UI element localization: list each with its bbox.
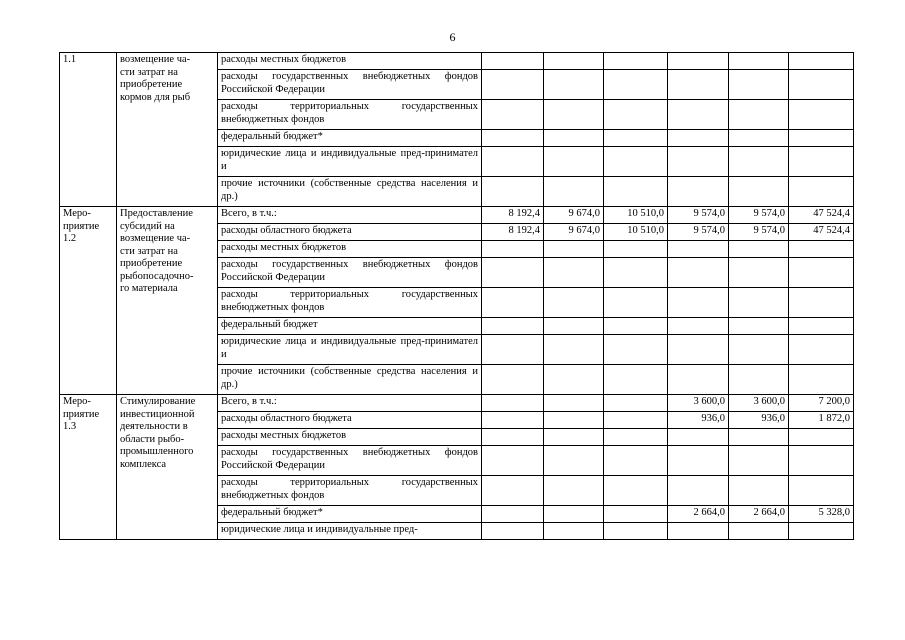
measure-number: Меро- приятие 1.3 bbox=[60, 395, 117, 540]
amount-cell bbox=[544, 100, 604, 130]
funding-source: прочие источники (собственные средства населения и др.) bbox=[218, 177, 482, 207]
amount-cell: 10 510,0 bbox=[604, 207, 668, 224]
amount-cell bbox=[482, 70, 544, 100]
amount-cell bbox=[544, 412, 604, 429]
amount-cell: 3 600,0 bbox=[729, 395, 789, 412]
amount-cell bbox=[789, 318, 854, 335]
amount-cell bbox=[729, 429, 789, 446]
amount-cell bbox=[604, 335, 668, 365]
amount-cell bbox=[544, 177, 604, 207]
amount-cell bbox=[729, 523, 789, 540]
amount-cell bbox=[729, 365, 789, 395]
amount-cell bbox=[789, 130, 854, 147]
amount-cell bbox=[604, 318, 668, 335]
amount-cell bbox=[604, 53, 668, 70]
funding-source: расходы территориальных государственных внебюджетных фондов bbox=[218, 100, 482, 130]
amount-cell bbox=[482, 177, 544, 207]
amount-cell: 8 192,4 bbox=[482, 207, 544, 224]
amount-cell bbox=[729, 53, 789, 70]
amount-cell bbox=[482, 100, 544, 130]
amount-cell bbox=[482, 258, 544, 288]
funding-source: юридические лица и индивидуальные пред- bbox=[218, 523, 482, 540]
amount-cell bbox=[544, 130, 604, 147]
amount-cell: 9 574,0 bbox=[729, 207, 789, 224]
funding-source: юридические лица и индивидуальные пред-принимател и bbox=[218, 147, 482, 177]
amount-cell bbox=[668, 365, 729, 395]
amount-cell bbox=[482, 53, 544, 70]
funding-source: федеральный бюджет bbox=[218, 318, 482, 335]
amount-cell: 47 524,4 bbox=[789, 207, 854, 224]
amount-cell bbox=[729, 130, 789, 147]
funding-source: расходы областного бюджета bbox=[218, 412, 482, 429]
amount-cell bbox=[668, 446, 729, 476]
funding-source: расходы местных бюджетов bbox=[218, 241, 482, 258]
amount-cell bbox=[604, 395, 668, 412]
amount-cell bbox=[482, 335, 544, 365]
amount-cell: 9 574,0 bbox=[729, 224, 789, 241]
amount-cell bbox=[789, 429, 854, 446]
funding-source: федеральный бюджет* bbox=[218, 130, 482, 147]
amount-cell bbox=[729, 288, 789, 318]
amount-cell: 9 574,0 bbox=[668, 224, 729, 241]
amount-cell bbox=[544, 318, 604, 335]
funding-source: юридические лица и индивидуальные пред-принимател и bbox=[218, 335, 482, 365]
amount-cell: 2 664,0 bbox=[729, 506, 789, 523]
funding-source: расходы государственных внебюджетных фондов Российской Федерации bbox=[218, 258, 482, 288]
amount-cell bbox=[668, 523, 729, 540]
funding-source: расходы местных бюджетов bbox=[218, 53, 482, 70]
amount-cell bbox=[668, 476, 729, 506]
amount-cell bbox=[604, 258, 668, 288]
funding-source: расходы местных бюджетов bbox=[218, 429, 482, 446]
amount-cell: 936,0 bbox=[668, 412, 729, 429]
amount-cell bbox=[789, 335, 854, 365]
amount-cell bbox=[544, 335, 604, 365]
amount-cell bbox=[604, 446, 668, 476]
amount-cell bbox=[789, 70, 854, 100]
amount-cell bbox=[668, 288, 729, 318]
funding-source: расходы территориальных государственных внебюджетных фондов bbox=[218, 288, 482, 318]
amount-cell bbox=[668, 70, 729, 100]
amount-cell bbox=[604, 288, 668, 318]
amount-cell bbox=[544, 70, 604, 100]
amount-cell bbox=[729, 476, 789, 506]
amount-cell bbox=[482, 365, 544, 395]
amount-cell bbox=[604, 147, 668, 177]
amount-cell bbox=[482, 147, 544, 177]
amount-cell bbox=[604, 70, 668, 100]
amount-cell: 7 200,0 bbox=[789, 395, 854, 412]
funding-source: Всего, в т.ч.: bbox=[218, 207, 482, 224]
amount-cell bbox=[482, 130, 544, 147]
amount-cell bbox=[668, 258, 729, 288]
amount-cell bbox=[482, 412, 544, 429]
amount-cell bbox=[544, 506, 604, 523]
amount-cell bbox=[544, 429, 604, 446]
amount-cell bbox=[544, 446, 604, 476]
amount-cell bbox=[668, 147, 729, 177]
amount-cell bbox=[668, 53, 729, 70]
amount-cell bbox=[789, 241, 854, 258]
amount-cell bbox=[789, 523, 854, 540]
measure-name: Стимулирование инвестиционной деятельности в области рыбо- промышленного комплекса bbox=[117, 395, 218, 540]
amount-cell bbox=[668, 177, 729, 207]
amount-cell bbox=[544, 147, 604, 177]
table-row bbox=[60, 207, 854, 224]
amount-cell bbox=[668, 335, 729, 365]
amount-cell: 2 664,0 bbox=[668, 506, 729, 523]
amount-cell bbox=[789, 365, 854, 395]
amount-cell bbox=[482, 395, 544, 412]
amount-cell bbox=[729, 241, 789, 258]
amount-cell: 1 872,0 bbox=[789, 412, 854, 429]
amount-cell: 8 192,4 bbox=[482, 224, 544, 241]
page-number: 6 bbox=[449, 30, 456, 44]
funding-source: расходы государственных внебюджетных фондов Российской Федерации bbox=[218, 446, 482, 476]
amount-cell: 9 674,0 bbox=[544, 207, 604, 224]
amount-cell bbox=[729, 258, 789, 288]
amount-cell bbox=[789, 147, 854, 177]
amount-cell: 9 574,0 bbox=[668, 207, 729, 224]
amount-cell bbox=[544, 288, 604, 318]
amount-cell: 10 510,0 bbox=[604, 224, 668, 241]
funding-table bbox=[59, 52, 854, 540]
measure-number: 1.1 bbox=[60, 53, 117, 207]
amount-cell bbox=[544, 365, 604, 395]
amount-cell bbox=[789, 53, 854, 70]
amount-cell bbox=[789, 446, 854, 476]
measure-name: возмещение ча- сти затрат на приобретение кормов для рыб bbox=[117, 53, 218, 207]
amount-cell bbox=[482, 429, 544, 446]
funding-source: федеральный бюджет* bbox=[218, 506, 482, 523]
amount-cell bbox=[482, 288, 544, 318]
amount-cell bbox=[604, 241, 668, 258]
funding-source: Всего, в т.ч.: bbox=[218, 395, 482, 412]
table-row bbox=[60, 395, 854, 412]
amount-cell bbox=[482, 506, 544, 523]
funding-source: расходы территориальных государственных внебюджетных фондов bbox=[218, 476, 482, 506]
amount-cell bbox=[544, 395, 604, 412]
amount-cell bbox=[668, 318, 729, 335]
amount-cell bbox=[729, 70, 789, 100]
amount-cell bbox=[482, 476, 544, 506]
amount-cell bbox=[604, 130, 668, 147]
amount-cell bbox=[668, 100, 729, 130]
amount-cell bbox=[482, 241, 544, 258]
amount-cell: 936,0 bbox=[729, 412, 789, 429]
amount-cell bbox=[789, 177, 854, 207]
amount-cell bbox=[789, 100, 854, 130]
amount-cell bbox=[604, 476, 668, 506]
amount-cell bbox=[729, 335, 789, 365]
amount-cell bbox=[482, 318, 544, 335]
amount-cell bbox=[482, 446, 544, 476]
amount-cell bbox=[729, 147, 789, 177]
amount-cell bbox=[729, 100, 789, 130]
measure-number: Меро- приятие 1.2 bbox=[60, 207, 117, 395]
amount-cell bbox=[544, 241, 604, 258]
measure-name: Предоставление субсидий на возмещение ча- сти затрат на приобретение рыбопосадочно- го материала bbox=[117, 207, 218, 395]
amount-cell bbox=[789, 258, 854, 288]
amount-cell bbox=[604, 365, 668, 395]
amount-cell bbox=[729, 318, 789, 335]
amount-cell bbox=[544, 476, 604, 506]
amount-cell: 3 600,0 bbox=[668, 395, 729, 412]
amount-cell bbox=[668, 130, 729, 147]
funding-source: расходы областного бюджета bbox=[218, 224, 482, 241]
table-row bbox=[60, 53, 854, 70]
amount-cell bbox=[604, 506, 668, 523]
amount-cell bbox=[544, 258, 604, 288]
amount-cell bbox=[604, 177, 668, 207]
funding-source: прочие источники (собственные средства населения и др.) bbox=[218, 365, 482, 395]
amount-cell bbox=[604, 429, 668, 446]
amount-cell bbox=[544, 523, 604, 540]
amount-cell bbox=[668, 241, 729, 258]
amount-cell bbox=[789, 288, 854, 318]
funding-source: расходы государственных внебюджетных фондов Российской Федерации bbox=[218, 70, 482, 100]
amount-cell bbox=[668, 429, 729, 446]
amount-cell bbox=[789, 476, 854, 506]
amount-cell bbox=[604, 412, 668, 429]
amount-cell bbox=[482, 523, 544, 540]
amount-cell bbox=[604, 523, 668, 540]
amount-cell: 47 524,4 bbox=[789, 224, 854, 241]
amount-cell bbox=[729, 446, 789, 476]
amount-cell bbox=[544, 53, 604, 70]
amount-cell bbox=[729, 177, 789, 207]
amount-cell: 5 328,0 bbox=[789, 506, 854, 523]
amount-cell: 9 674,0 bbox=[544, 224, 604, 241]
amount-cell bbox=[604, 100, 668, 130]
